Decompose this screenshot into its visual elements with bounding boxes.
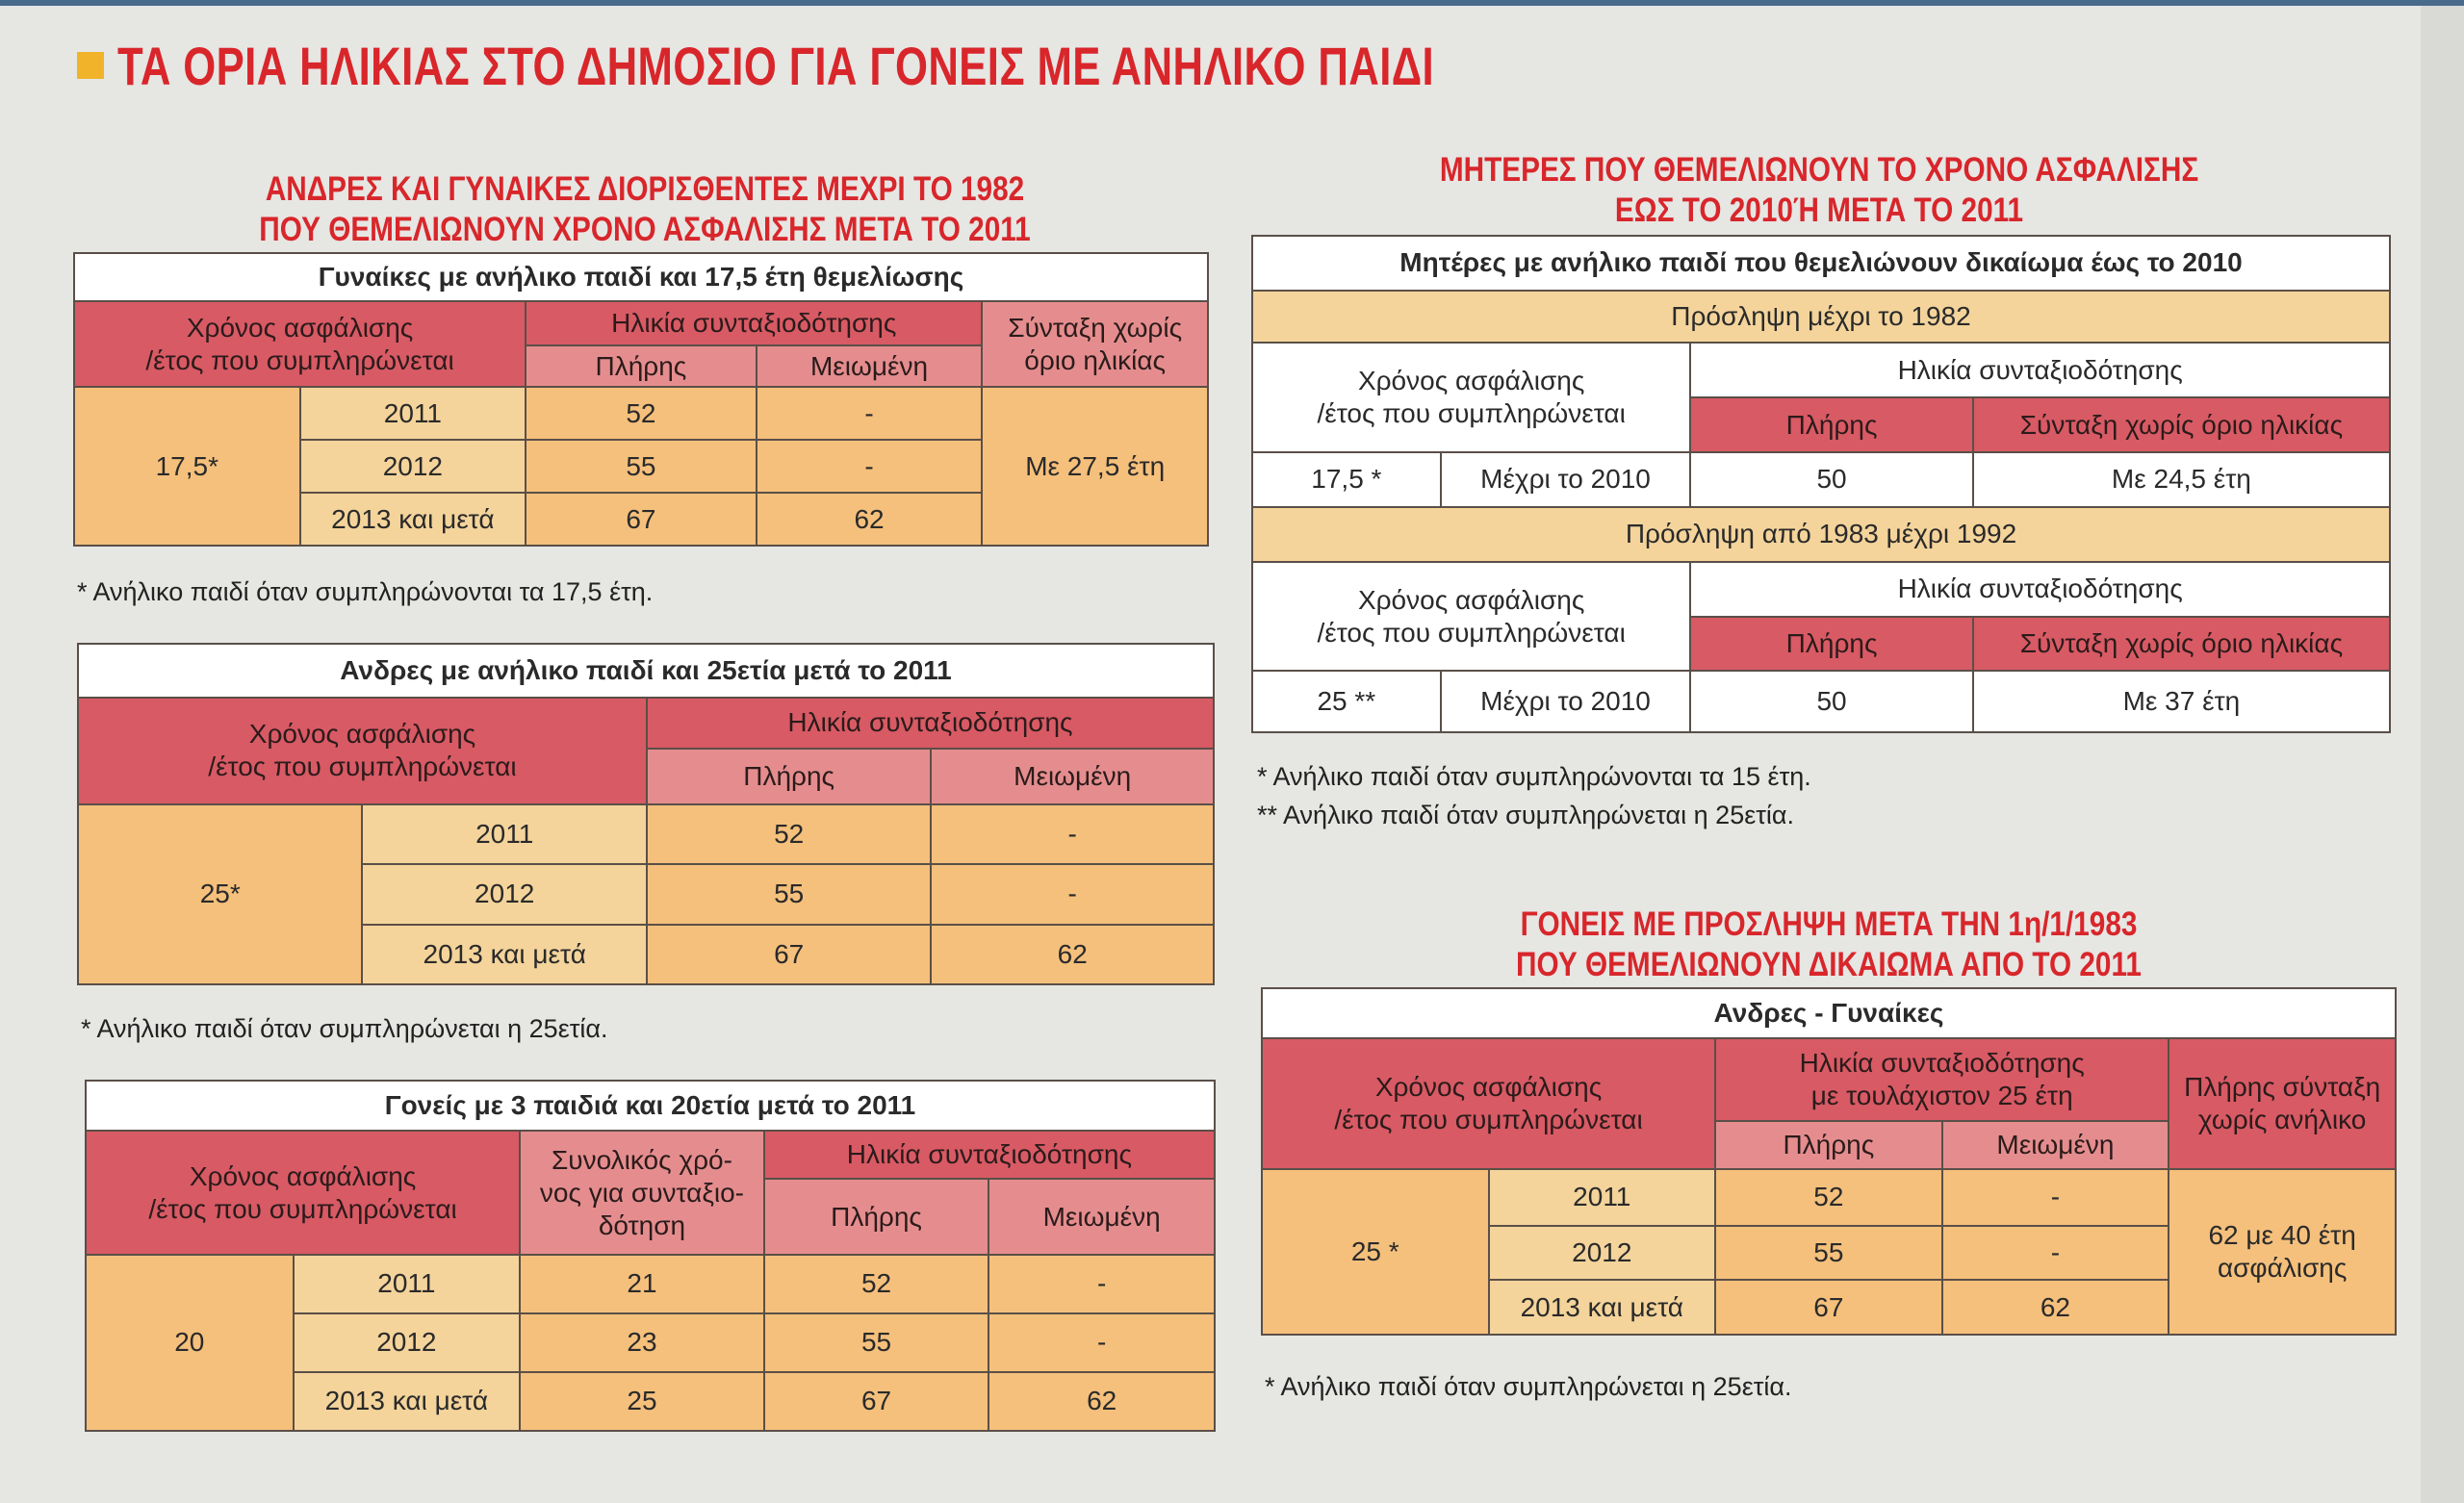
table2-header-xronos: [78, 698, 647, 804]
table1-header-xronos: [74, 301, 526, 387]
right-section-heading-2: [1261, 904, 2397, 985]
title-bullet-icon: [77, 52, 104, 79]
table4-subheader-1982: Πρόσληψη μέχρι το 1982: [1252, 291, 2390, 344]
table4-subheader-1983: Πρόσληψη από 1983 μέχρι 1992: [1252, 507, 2390, 562]
table1-header-no-limit: [982, 301, 1208, 387]
h-ilikia-b: με τουλάχιστον 25 έτη: [1810, 1081, 2073, 1111]
table1-reduced: -: [757, 387, 983, 440]
table5-year: 2012: [1489, 1226, 1716, 1281]
table5-header-full: Πλήρης: [1715, 1121, 1942, 1169]
table2-reduced: 62: [931, 925, 1214, 984]
h-xronos: Χρόνος ασφάλισης: [1357, 584, 1585, 615]
table1-year: 2011: [300, 387, 526, 440]
table-parents-after-1983: [1261, 987, 2397, 1336]
table4-caption: Μητέρες με ανήλικο παιδί που θεμελιώνουν δικαίωμα έως το 2010: [1252, 236, 2390, 291]
table1-no-limit-value: Με 27,5 έτη: [982, 387, 1208, 546]
table2-header-full: Πλήρης: [647, 749, 931, 804]
table2-note: * Ανήλικο παιδί όταν συμπληρώνεται η 25ετία.: [81, 1014, 608, 1043]
table1-year: 2012: [300, 440, 526, 493]
table2-caption: Ανδρες με ανήλικο παιδί και 25ετία μετά το 2011: [78, 644, 1214, 698]
table-women-17-5: [73, 252, 1209, 547]
table5-header-reduced: Μειωμένη: [1942, 1121, 2169, 1169]
table3-header-xronos: [86, 1131, 520, 1255]
table2-header-ilikia: Ηλικία συνταξιοδότησης: [647, 698, 1214, 749]
table4-year: Μέχρι το 2010: [1441, 452, 1691, 507]
table4-header-full: Πλήρης: [1690, 397, 1973, 452]
h-etos: /έτος που συμπληρώνεται: [145, 344, 454, 375]
table5-note: * Ανήλικο παιδί όταν συμπληρώνεται η 25ετία.: [1265, 1372, 1792, 1401]
no-minor-b: ασφάλισης: [2217, 1252, 2348, 1283]
h-col3a: Σύνταξη χωρίς: [1008, 312, 1183, 343]
table4-full: 50: [1690, 452, 1973, 507]
table-men-25: [77, 643, 1215, 985]
table2-reduced: -: [931, 804, 1214, 864]
table5-year: 2013 και μετά: [1489, 1280, 1716, 1335]
table2-year: 2013 και μετά: [362, 925, 646, 984]
table4-header-xronos: [1252, 343, 1690, 452]
adjacent-page-strip: [2421, 6, 2464, 1503]
table3-year: 2013 και μετά: [294, 1372, 521, 1431]
table4-header-full: Πλήρης: [1690, 617, 1973, 672]
table3-header-total: [520, 1131, 764, 1255]
h-col3a: Πλήρης σύνταξη: [2184, 1071, 2381, 1102]
h-etos: /έτος που συμπληρώνεται: [1317, 617, 1626, 648]
table2-header-reduced: Μειωμένη: [931, 749, 1214, 804]
table1-note: * Ανήλικο παιδί όταν συμπληρώνονται τα 17,5 έτη.: [77, 577, 654, 606]
table4-no-limit: Με 24,5 έτη: [1973, 452, 2390, 507]
table4-note2: ** Ανήλικο παιδί όταν συμπληρώνεται η 25ετία.: [1257, 801, 1795, 829]
table2-full: 52: [647, 804, 931, 864]
h-total-a: Συνολικός χρό-: [552, 1144, 732, 1175]
table3-total: 25: [520, 1372, 764, 1431]
h-etos: /έτος που συμπληρώνεται: [1334, 1104, 1643, 1134]
table4-group: 25 **: [1252, 671, 1441, 732]
h-col3b: χωρίς ανήλικο: [2197, 1104, 2367, 1134]
left-heading-line2: ΠΟΥ ΘΕΜΕΛΙΩΝΟΥΝ ΧΡΟΝΟ ΑΣΦΑΛΙΣΗΣ ΜΕΤΑ ΤΟ 2011: [259, 211, 1031, 248]
table4-header-ilikia: Ηλικία συνταξιοδότησης: [1690, 343, 2390, 397]
table4-header-no-limit: Σύνταξη χωρίς όριο ηλικίας: [1973, 397, 2390, 452]
right-heading2-line1: ΓΟΝΕΙΣ ΜΕ ΠΡΟΣΛΗΨΗ ΜΕΤΑ ΤΗΝ 1η/1/1983: [1520, 905, 2138, 943]
left-heading-line1: ΑΝΔΡΕΣ ΚΑΙ ΓΥΝΑΙΚΕΣ ΔΙΟΡΙΣΘΕΝΤΕΣ ΜΕΧΡΙ ΤΟ 1982: [265, 170, 1025, 208]
table5-year: 2011: [1489, 1169, 1716, 1226]
right-heading2-line2: ΠΟΥ ΘΕΜΕΛΙΩΝΟΥΝ ΔΙΚΑΙΩΜΑ ΑΠΟ ΤΟ 2011: [1516, 946, 2142, 983]
table5-full: 55: [1715, 1226, 1942, 1281]
table4-full: 50: [1690, 671, 1973, 732]
table1-year: 2013 και μετά: [300, 493, 526, 546]
table5-full: 52: [1715, 1169, 1942, 1226]
table2-reduced: -: [931, 864, 1214, 924]
h-etos: /έτος που συμπληρώνεται: [148, 1193, 457, 1224]
table2-group: 25*: [78, 804, 362, 984]
page-title-text: ΤΑ ΟΡΙΑ ΗΛΙΚΙΑΣ ΣΤΟ ΔΗΜΟΣΙΟ ΓΙΑ ΓΟΝΕΙΣ ΜΕ ΑΝΗΛΙΚΟ ΠΑΙΔΙ: [117, 35, 1435, 96]
table1-header-ilikia: Ηλικία συνταξιοδότησης: [526, 301, 982, 345]
left-section-heading: [77, 169, 1213, 250]
h-col3b: όριο ηλικίας: [1024, 344, 1167, 375]
right-heading-line2: ΕΩΣ ΤΟ 2010Ή ΜΕΤΑ ΤΟ 2011: [1614, 191, 2024, 229]
h-xronos: Χρόνος ασφάλισης: [189, 1160, 417, 1191]
table2-full: 55: [647, 864, 931, 924]
page-title: [77, 27, 1806, 104]
table3-full: 55: [764, 1313, 989, 1372]
table1-reduced: 62: [757, 493, 983, 546]
table4-year: Μέχρι το 2010: [1441, 671, 1691, 732]
table3-header-ilikia: Ηλικία συνταξιοδότησης: [764, 1131, 1215, 1179]
table3-reduced: -: [988, 1313, 1215, 1372]
table-parents-3-children: [85, 1080, 1216, 1432]
h-xronos: Χρόνος ασφάλισης: [186, 312, 414, 343]
h-etos: /έτος που συμπληρώνεται: [208, 752, 517, 782]
table-mothers-2010: [1251, 235, 2391, 733]
right-section-heading: [1251, 150, 2387, 231]
table5-header-xronos: [1262, 1038, 1715, 1169]
right-heading-line1: ΜΗΤΕΡΕΣ ΠΟΥ ΘΕΜΕΛΙΩΝΟΥΝ ΤΟ ΧΡΟΝΟ ΑΣΦΑΛΙΣΗΣ: [1439, 151, 2199, 189]
table5-header-no-minor: [2169, 1038, 2396, 1169]
table1-header-reduced: Μειωμένη: [757, 345, 983, 387]
table3-group: 20: [86, 1255, 294, 1431]
table3-reduced: 62: [988, 1372, 1215, 1431]
table3-reduced: -: [988, 1255, 1215, 1313]
table5-reduced: -: [1942, 1226, 2169, 1281]
table3-caption: Γονείς με 3 παιδιά και 20ετία μετά το 2011: [86, 1081, 1215, 1131]
table3-year: 2011: [294, 1255, 521, 1313]
h-total-b: νος για συνταξιο-: [539, 1177, 745, 1208]
table3-year: 2012: [294, 1313, 521, 1372]
h-xronos: Χρόνος ασφάλισης: [248, 719, 476, 750]
table2-year: 2012: [362, 864, 646, 924]
table3-header-full: Πλήρης: [764, 1179, 989, 1254]
table5-header-ilikia: [1715, 1038, 2169, 1121]
table5-reduced: -: [1942, 1169, 2169, 1226]
h-total-c: δότηση: [598, 1210, 686, 1240]
table1-reduced: -: [757, 440, 983, 493]
table5-no-minor-value: [2169, 1169, 2396, 1335]
table5-caption: Ανδρες - Γυναίκες: [1262, 988, 2396, 1038]
table3-total: 21: [520, 1255, 764, 1313]
h-xronos: Χρόνος ασφάλισης: [1357, 366, 1585, 396]
table2-full: 67: [647, 925, 931, 984]
h-ilikia-a: Ηλικία συνταξιοδότησης: [1799, 1048, 2085, 1079]
table3-full: 52: [764, 1255, 989, 1313]
table4-header-xronos: [1252, 562, 1690, 672]
table3-full: 67: [764, 1372, 989, 1431]
table1-caption: Γυναίκες με ανήλικο παιδί και 17,5 έτη θεμελίωσης: [74, 253, 1208, 301]
table4-header-no-limit: Σύνταξη χωρίς όριο ηλικίας: [1973, 617, 2390, 672]
h-etos: /έτος που συμπληρώνεται: [1317, 398, 1626, 429]
table5-group: 25 *: [1262, 1169, 1489, 1335]
table5-reduced: 62: [1942, 1280, 2169, 1335]
table1-header-full: Πλήρης: [526, 345, 757, 387]
table3-header-reduced: Μειωμένη: [988, 1179, 1215, 1254]
table4-note1: * Ανήλικο παιδί όταν συμπληρώνονται τα 15 έτη.: [1257, 762, 1811, 791]
h-xronos: Χρόνος ασφάλισης: [1374, 1071, 1603, 1102]
table1-full: 55: [526, 440, 757, 493]
table1-full: 67: [526, 493, 757, 546]
table2-year: 2011: [362, 804, 646, 864]
table1-group: 17,5*: [74, 387, 300, 546]
table3-total: 23: [520, 1313, 764, 1372]
table1-full: 52: [526, 387, 757, 440]
no-minor-a: 62 με 40 έτη: [2208, 1219, 2356, 1250]
table4-header-ilikia: Ηλικία συνταξιοδότησης: [1690, 562, 2390, 617]
top-border: [0, 0, 2464, 6]
table5-full: 67: [1715, 1280, 1942, 1335]
table4-group: 17,5 *: [1252, 452, 1441, 507]
table4-no-limit: Με 37 έτη: [1973, 671, 2390, 732]
